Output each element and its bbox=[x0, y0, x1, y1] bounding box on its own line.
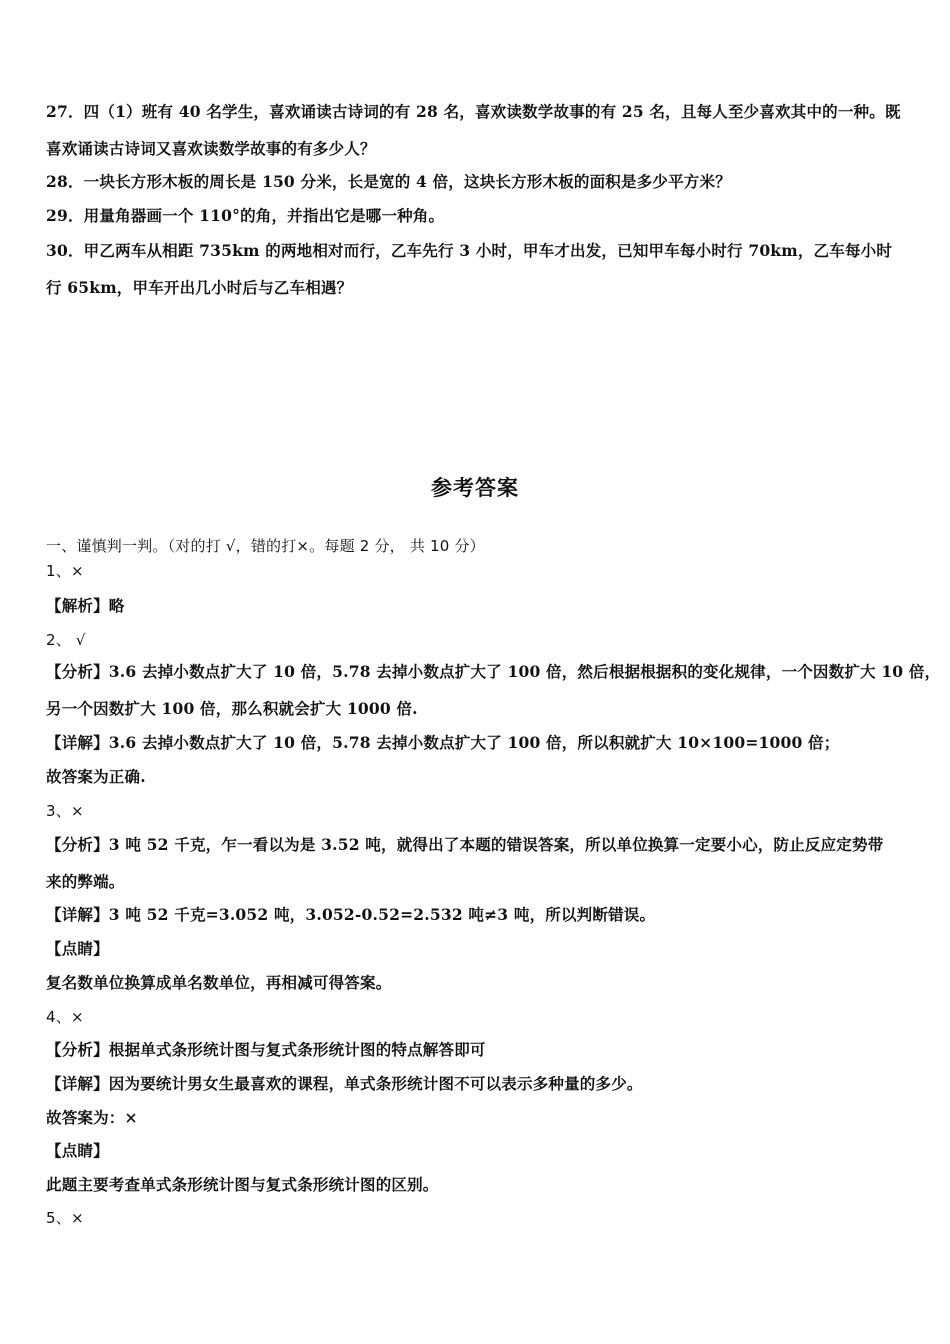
answer-3-analysis-line2: 来的弊端。 bbox=[46, 872, 125, 891]
question-30-line2: 行 65km，甲车开出几小时后与乙车相遇？ bbox=[46, 278, 353, 297]
answers-title: 参考答案 bbox=[431, 476, 519, 500]
answer-2-analysis-line1: 【分析】3.6 去掉小数点扩大了 10 倍，5.78 去掉小数点扩大了 100 倍，然后根据根据积的变化规律，一个因数扩大 10 倍， bbox=[46, 662, 941, 681]
answer-2-number: 2、 √ bbox=[46, 631, 86, 649]
answer-2-analysis-line2: 另一个因数扩大 100 倍，那么积就会扩大 1000 倍. bbox=[46, 699, 418, 718]
answer-3-tip-label: 【点睛】 bbox=[46, 939, 109, 958]
answer-3-analysis-line1: 【分析】3 吨 52 千克，乍一看以为是 3.52 吨，就得出了本题的错误答案，所以单位换算一定要小心，防止反应定势带 bbox=[46, 835, 884, 854]
section-heading: 一、谨慎判一判。（对的打 √，错的打×。每题 2 分， 共 10 分） bbox=[46, 537, 485, 555]
question-29: 29．用量角器画一个 110°的角，并指出它是哪一种角。 bbox=[46, 206, 445, 225]
answer-2-detail: 【详解】3.6 去掉小数点扩大了 10 倍，5.78 去掉小数点扩大了 100 倍，所以积就扩大 10×100=1000 倍； bbox=[46, 733, 840, 752]
answer-4-tip-label: 【点睛】 bbox=[46, 1141, 109, 1160]
answer-1-number: 1、× bbox=[46, 562, 84, 580]
answer-4-conclusion: 故答案为：× bbox=[46, 1108, 138, 1127]
question-27-line1: 27．四（1）班有 40 名学生，喜欢诵读古诗词的有 28 名，喜欢读数学故事的有 25 名，且每人至少喜欢其中的一种。既 bbox=[46, 102, 901, 121]
question-27-line2: 喜欢诵读古诗词又喜欢读数学故事的有多少人？ bbox=[46, 139, 376, 158]
answer-4-tip: 此题主要考查单式条形统计图与复式条形统计图的区别。 bbox=[46, 1175, 439, 1194]
answer-2-conclusion: 故答案为正确. bbox=[46, 767, 146, 786]
answer-4-detail: 【详解】因为要统计男女生最喜欢的课程，单式条形统计图不可以表示多种量的多少。 bbox=[46, 1074, 643, 1093]
question-30-line1: 30．甲乙两车从相距 735km 的两地相对而行，乙车先行 3 小时，甲车才出发，已知甲车每小时行 70km，乙车每小时 bbox=[46, 241, 893, 260]
question-28: 28．一块长方形木板的周长是 150 分米，长是宽的 4 倍，这块长方形木板的面积是多少平方米？ bbox=[46, 172, 731, 191]
answer-4-analysis: 【分析】根据单式条形统计图与复式条形统计图的特点解答即可 bbox=[46, 1040, 486, 1059]
answer-4-number: 4、× bbox=[46, 1008, 84, 1026]
answer-3-tip: 复名数单位换算成单名数单位，再相减可得答案。 bbox=[46, 973, 392, 992]
answer-3-number: 3、× bbox=[46, 802, 84, 820]
answer-3-detail: 【详解】3 吨 52 千克=3.052 吨，3.052-0.52=2.532 吨≠3 吨，所以判断错误。 bbox=[46, 905, 656, 924]
answer-5-number: 5、× bbox=[46, 1209, 84, 1227]
answer-1-analysis: 【解析】略 bbox=[46, 596, 125, 615]
